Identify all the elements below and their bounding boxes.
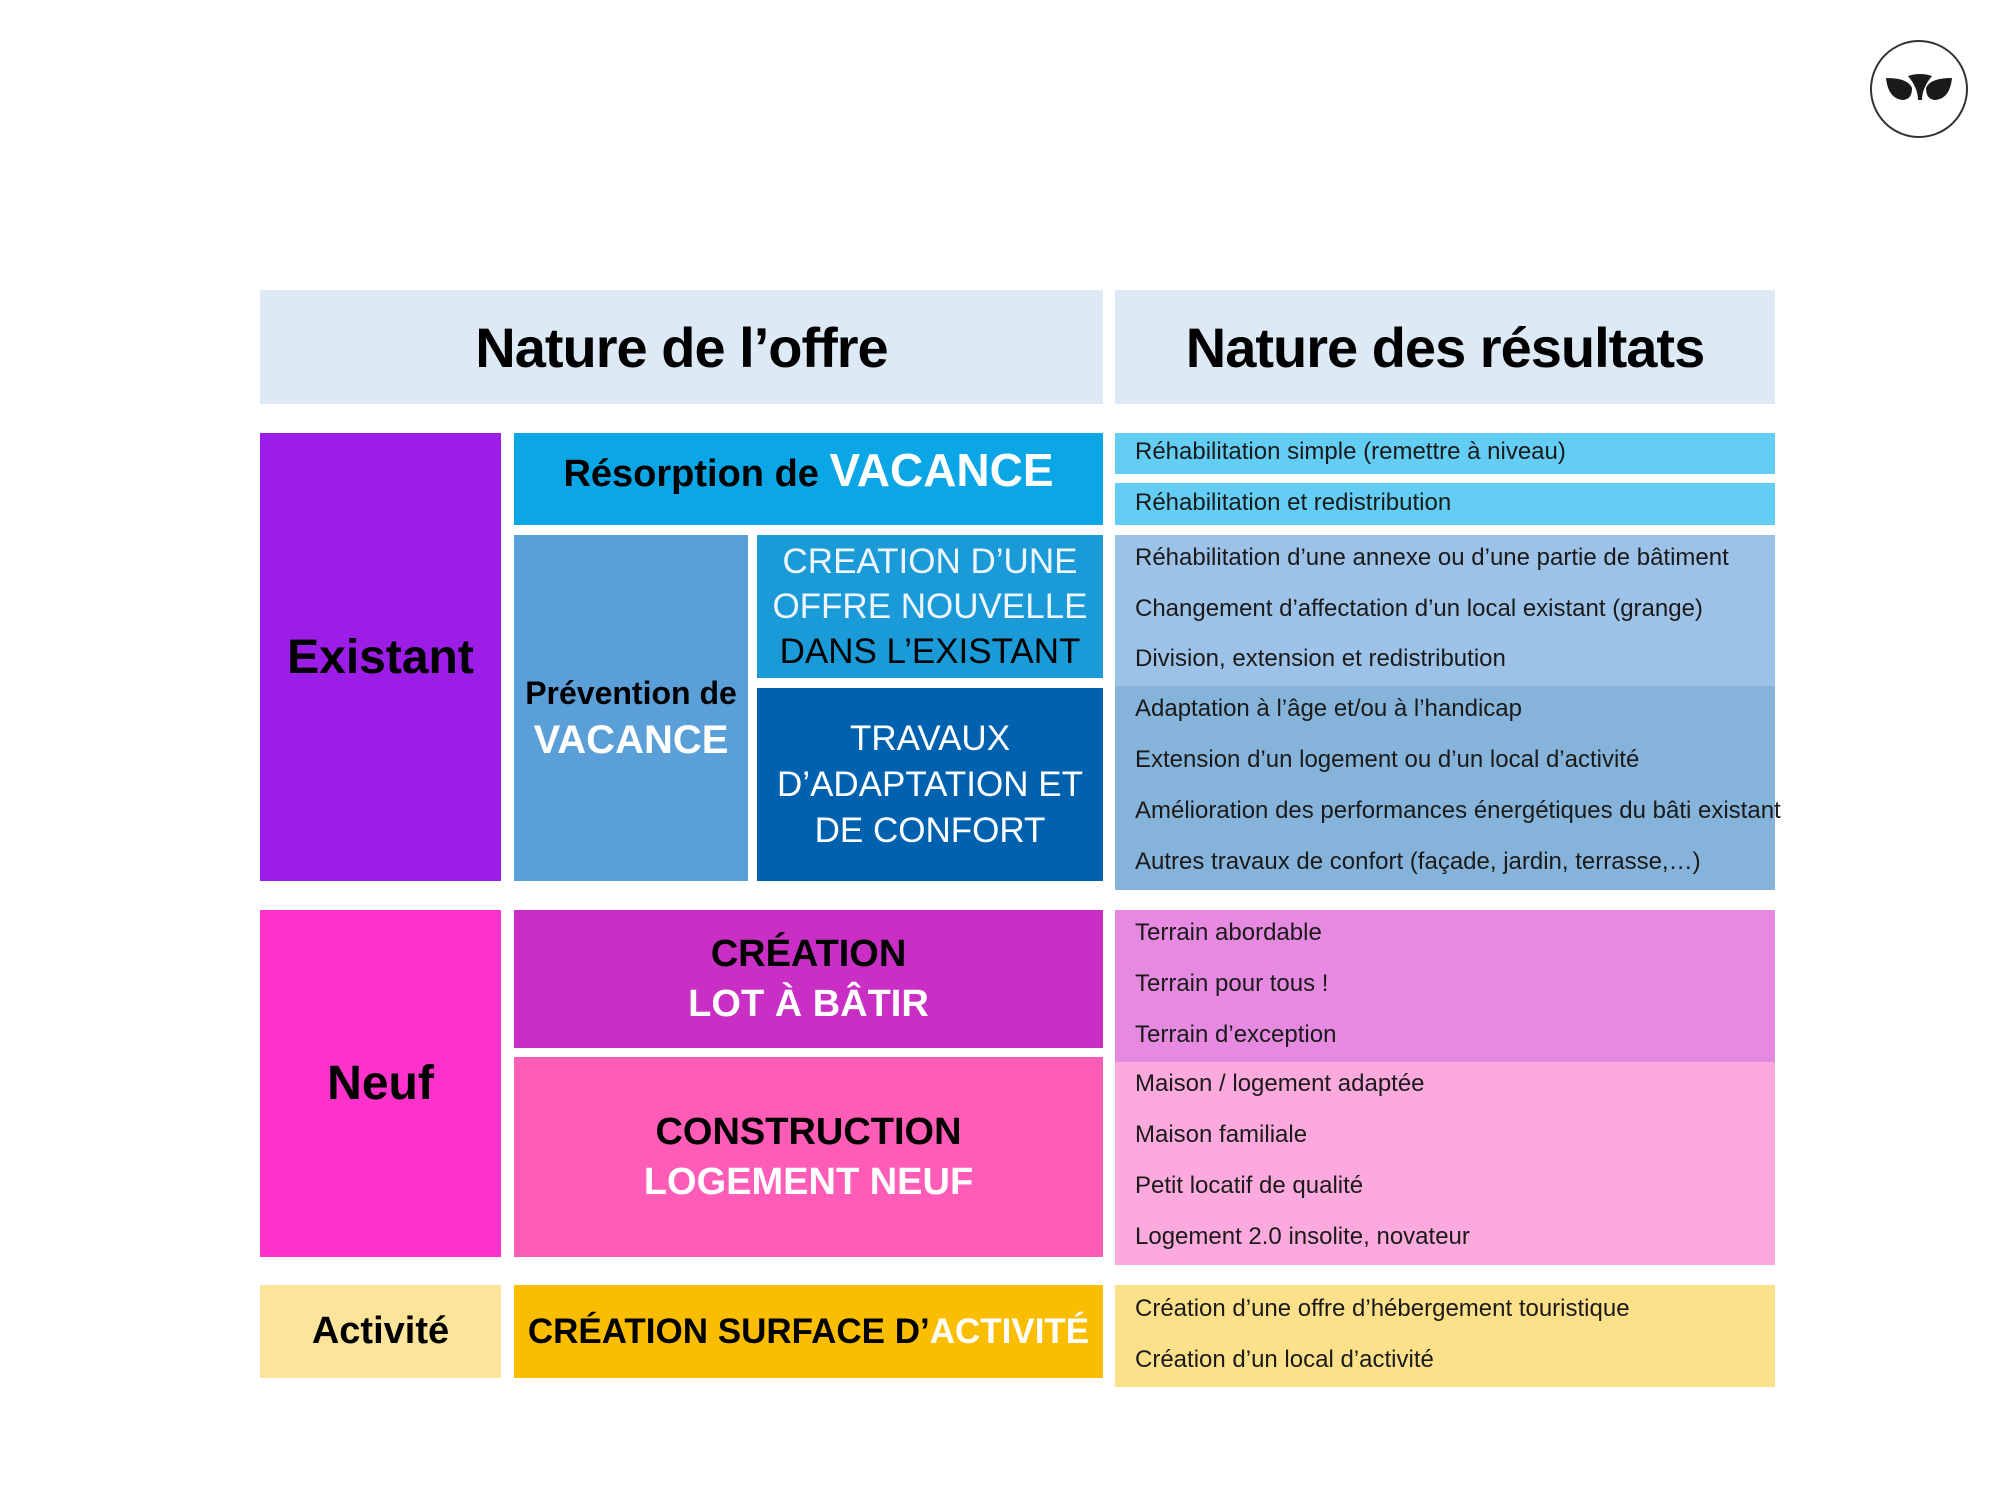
result-item: Terrain abordable — [1135, 919, 1322, 946]
brand-logo-icon — [1872, 42, 1966, 136]
result-item: Maison / logement adaptée — [1135, 1070, 1425, 1097]
category-existant-label: Existant — [287, 630, 474, 684]
offer-resorption-vacance — [514, 433, 1103, 525]
offer-surface-part2: ACTIVITÉ — [929, 1311, 1090, 1351]
offer-construction-logement — [514, 1057, 1103, 1257]
result-item: Réhabilitation d’une annexe ou d’une partie de bâtiment — [1135, 544, 1729, 571]
offer-creation-line2: OFFRE NOUVELLE — [772, 587, 1088, 626]
offer-travaux-line1: TRAVAUX — [849, 718, 1011, 758]
category-neuf — [260, 910, 501, 1257]
header-offre-text: Nature de l’offre — [475, 315, 888, 379]
result-item: Adaptation à l’âge et/ou à l’handicap — [1135, 695, 1522, 722]
result-item: Autres travaux de confort (façade, jardin, terrasse,…) — [1135, 848, 1701, 875]
category-activite-label: Activité — [311, 1310, 450, 1352]
category-existant — [260, 433, 501, 881]
offer-creation-line3: DANS L’EXISTANT — [779, 632, 1081, 671]
offer-lot-line1: CRÉATION — [710, 933, 907, 975]
result-item: Amélioration des performances énergétiques du bâti existant — [1135, 797, 1781, 824]
offer-resorption-part1: Résorption de — [563, 453, 830, 495]
offer-creation-lot — [514, 910, 1103, 1048]
results-travaux — [1115, 686, 1781, 890]
result-item: Réhabilitation et redistribution — [1135, 489, 1452, 516]
offer-creation-existant — [757, 535, 1103, 678]
header-resultats-text: Nature des résultats — [1185, 315, 1705, 379]
result-item: Réhabilitation simple (remettre à niveau) — [1135, 438, 1566, 465]
offer-construction-line2: LOGEMENT NEUF — [643, 1161, 974, 1203]
results-construction — [1115, 1062, 1775, 1265]
results-vacance-1 — [1115, 433, 1775, 474]
results-vacance-2 — [1115, 483, 1775, 525]
result-item: Changement d’affectation d’un local existant (grange) — [1135, 595, 1703, 622]
result-item: Petit locatif de qualité — [1135, 1172, 1364, 1199]
result-item: Création d’un local d’activité — [1135, 1346, 1434, 1373]
header-nature-offre — [260, 290, 1103, 404]
offer-resorption-part2: VACANCE — [829, 444, 1054, 496]
results-creation-existant — [1115, 535, 1775, 686]
result-item: Extension d’un logement ou d’un local d’activité — [1135, 746, 1640, 773]
result-item: Terrain pour tous ! — [1135, 970, 1329, 997]
result-item: Création d’une offre d’hébergement touristique — [1135, 1295, 1630, 1322]
offer-creation-line1: CREATION D’UNE — [782, 542, 1078, 581]
offer-travaux-line3: DE CONFORT — [814, 810, 1046, 850]
offer-prevention-line1: Prévention de — [525, 675, 737, 711]
result-item: Terrain d’exception — [1135, 1021, 1337, 1048]
result-item: Logement 2.0 insolite, novateur — [1135, 1223, 1470, 1250]
offer-construction-line1: CONSTRUCTION — [655, 1111, 962, 1153]
category-activite — [260, 1285, 501, 1378]
offer-prevention-line2: VACANCE — [533, 718, 729, 762]
offer-travaux-line2: D’ADAPTATION ET — [777, 764, 1083, 804]
offer-travaux-adaptation — [757, 688, 1103, 881]
results-lot — [1115, 910, 1775, 1062]
offer-lot-line2: LOT À BÂTIR — [688, 983, 929, 1025]
header-nature-resultats — [1115, 290, 1775, 404]
results-activite — [1115, 1285, 1775, 1387]
brand-logo — [1870, 40, 1968, 138]
offer-prevention-vacance — [514, 535, 748, 881]
category-neuf-label: Neuf — [327, 1057, 434, 1110]
result-item: Division, extension et redistribution — [1135, 645, 1506, 672]
result-item: Maison familiale — [1135, 1121, 1308, 1148]
offer-creation-surface — [514, 1285, 1103, 1378]
offer-surface-part1: CRÉATION SURFACE D’ — [527, 1311, 930, 1351]
